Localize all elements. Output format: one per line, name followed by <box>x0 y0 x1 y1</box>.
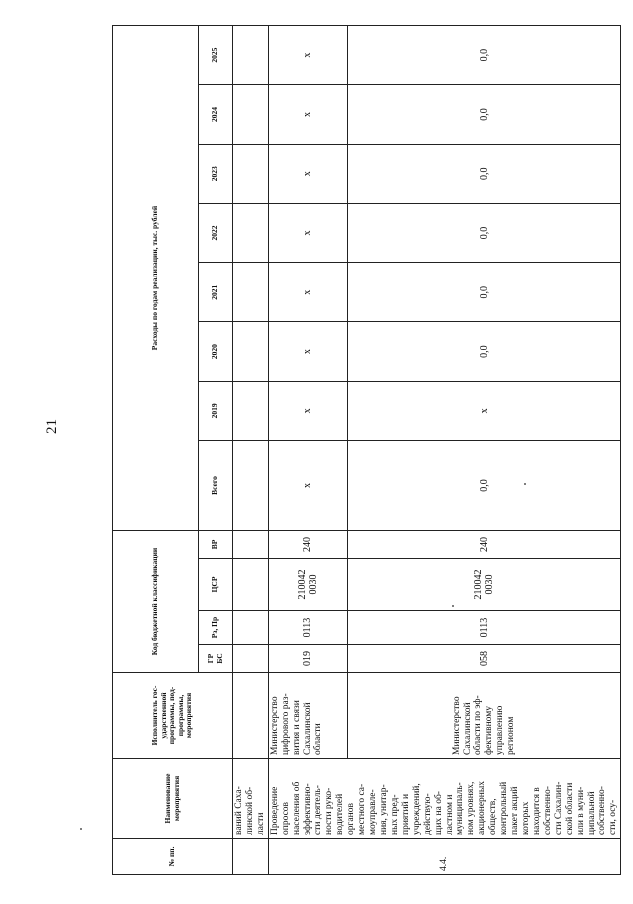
header-expenses-group: Расходы по годам реализации, тыс. рублей <box>113 26 199 531</box>
header-year: 2025 <box>199 26 233 85</box>
header-total: Всего <box>199 441 233 531</box>
row-executor: Министерство цифрового раз- вития и связи Сахалинской области <box>268 673 348 759</box>
header-executor: Исполнитель гос-ударственной программы, под-программы, мероприятия <box>113 673 233 759</box>
header-name: Наименование мероприятия <box>113 759 233 839</box>
header-year: 2022 <box>199 203 233 262</box>
table-row <box>268 26 348 875</box>
row-csr <box>233 559 269 611</box>
header-year: 2024 <box>199 85 233 144</box>
row-year-value: x <box>268 203 348 262</box>
scan-speck <box>452 605 454 607</box>
scan-speck <box>80 828 82 830</box>
row-csr: 210042 0030 <box>348 559 621 611</box>
row-csr: 210042 0030 <box>268 559 348 611</box>
row-num <box>233 839 269 875</box>
row-year-value: x <box>348 381 621 440</box>
page-number: 21 <box>44 419 60 434</box>
header-year: 2023 <box>199 144 233 203</box>
row-year-value: 0,0 <box>348 203 621 262</box>
row-executor <box>233 673 269 759</box>
header-rzpr: Рз, Пр <box>199 611 233 645</box>
row-name: Проведение опросов населения об эффективно- сти деятель- ности руко- водителей органов местного са- моуправле- ния, унитар- ных пред- приятий и учреждений, действую- щих на об- ластном и муниципаль- ном уровнях, акционерных обществ, контрольный пакет акций которых находится в собственно- сти Сахалин- ской области или в муни- ципальной собственно- сти, осу- <box>268 759 621 839</box>
row-year-value: 0,0 <box>348 26 621 85</box>
row-year-value: x <box>268 263 348 322</box>
row-year-value: 0,0 <box>348 322 621 381</box>
row-year-value: x <box>268 381 348 440</box>
row-vr <box>233 531 269 559</box>
row-year-value <box>233 381 269 440</box>
table-row <box>233 26 269 875</box>
header-grbs: ГР БС <box>199 645 233 673</box>
header-num: № пп. <box>113 839 233 875</box>
header-year: 2019 <box>199 381 233 440</box>
row-name: ваний Саха- линской об- ласти <box>233 759 269 839</box>
row-year-value: x <box>268 85 348 144</box>
row-rzpr: 0113 <box>268 611 348 645</box>
row-year-value <box>233 322 269 381</box>
table-row <box>348 26 621 875</box>
expenditure-table <box>112 25 621 875</box>
row-vr: 240 <box>268 531 348 559</box>
row-rzpr: 0113 <box>348 611 621 645</box>
budget-table <box>112 25 619 875</box>
row-rzpr <box>233 611 269 645</box>
row-year-value: x <box>268 322 348 381</box>
scan-speck <box>524 483 526 485</box>
header-csr: ЦСР <box>199 559 233 611</box>
row-vr: 240 <box>348 531 621 559</box>
row-year-value: x <box>268 26 348 85</box>
row-grbs: 019 <box>268 645 348 673</box>
row-year-value <box>233 85 269 144</box>
row-year-value <box>233 144 269 203</box>
row-executor: Министерство Сахалинской области по эф- фективному управлению регионом <box>348 673 621 759</box>
row-year-value <box>233 263 269 322</box>
header-vr: ВР <box>199 531 233 559</box>
row-year-value <box>233 203 269 262</box>
row-total: 0,0 <box>348 441 621 531</box>
row-year-value: 0,0 <box>348 263 621 322</box>
row-year-value: x <box>268 144 348 203</box>
row-num: 4.4. <box>268 839 621 875</box>
row-year-value <box>233 26 269 85</box>
row-year-value: 0,0 <box>348 144 621 203</box>
header-year: 2020 <box>199 322 233 381</box>
row-total: x <box>268 441 348 531</box>
row-year-value: 0,0 <box>348 85 621 144</box>
row-grbs: 058 <box>348 645 621 673</box>
row-grbs <box>233 645 269 673</box>
header-code-group: Код бюджетной классификации <box>113 531 199 673</box>
header-year: 2021 <box>199 263 233 322</box>
row-total <box>233 441 269 531</box>
